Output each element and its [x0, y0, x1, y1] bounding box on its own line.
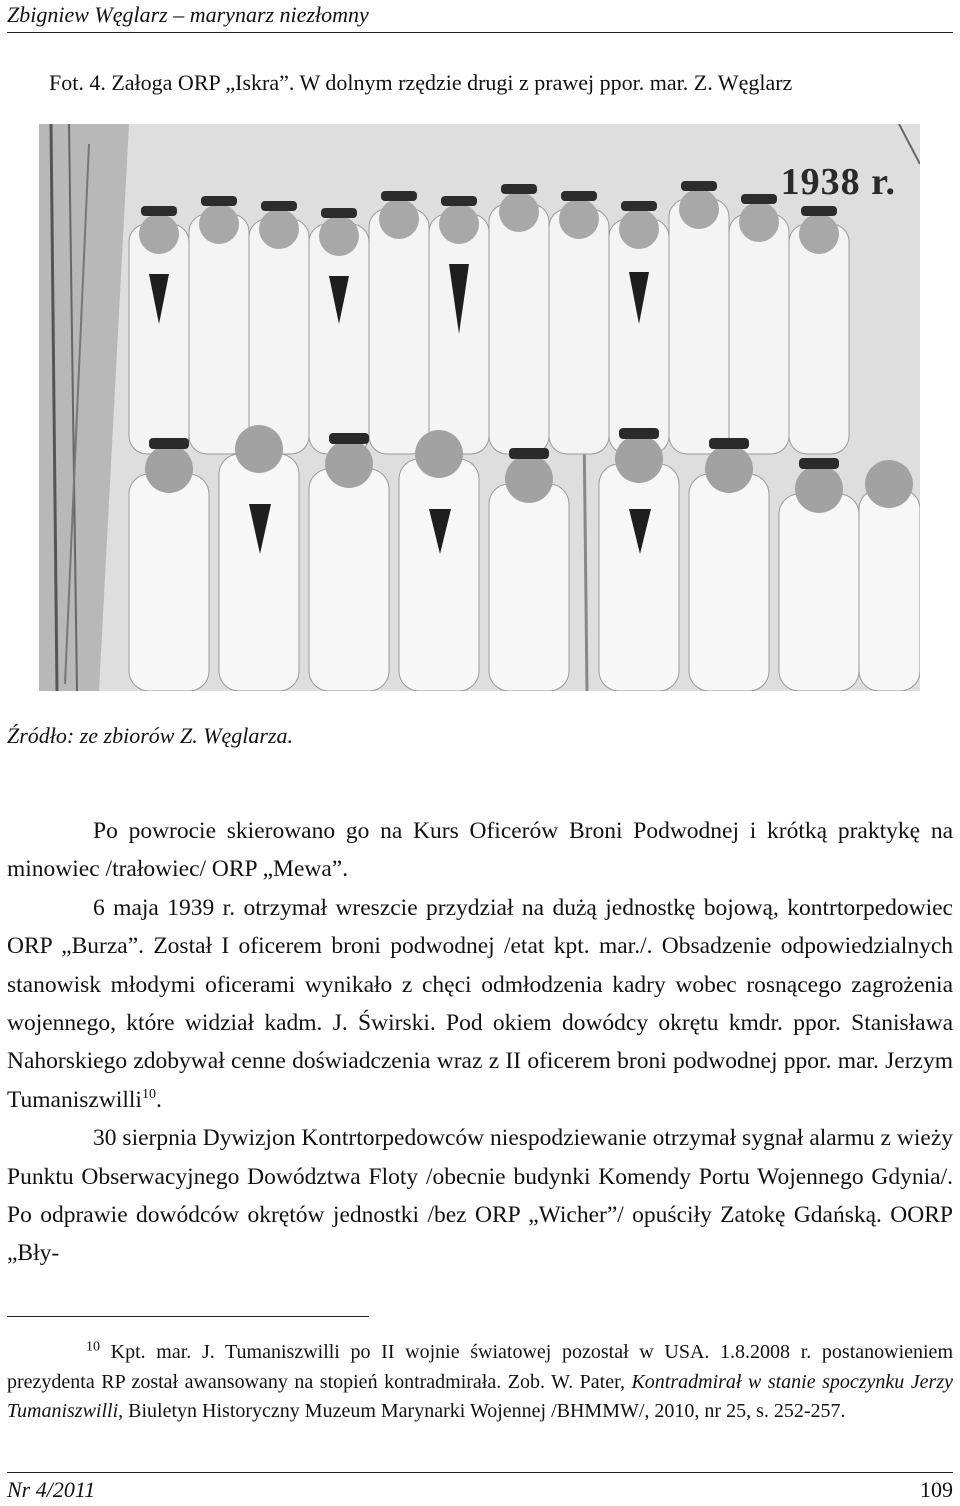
footnote-divider [7, 1316, 369, 1317]
paragraph-2 [7, 889, 953, 1119]
page-number: 109 [920, 1477, 953, 1502]
figure-source: Źródło: ze zbiorów Z. Węglarza. [7, 723, 294, 748]
footnote-number: 10 [86, 1339, 100, 1355]
paragraph-1: Po powrocie skierowano go na Kurs Oficerów Broni Podwodnej i krótką praktykę na minowiec /trałowiec/ ORP „Mewa”. [7, 818, 953, 883]
crew-photo-drawing [39, 124, 920, 691]
running-title: Zbigniew Węglarz – marynarz niezłomny [7, 2, 369, 27]
paragraph-3: 30 sierpnia Dywizjon Kontrtorpedowców niespodziewanie otrzymał sygnał alarmu z wieży Punktu Obserwacyjnego Dowództwa Floty /obecnie budynki Komendy Portu Wojennego Gdynia/. Po odprawie dowódców okrętów jednostki /bez ORP „Wicher”/ opuściły Zatokę Gdańską. OORP „Bły- [7, 1125, 953, 1267]
page-footer [7, 1472, 953, 1502]
figure-caption: Fot. 4. Załoga ORP „Iskra”. W dolnym rzędzie drugi z prawej ppor. mar. Z. Węglarz [49, 70, 793, 95]
footnote-ref: 10 [141, 1087, 156, 1103]
paragraph-2-end: . [155, 1086, 162, 1113]
photo-year-label: 1938 r. [780, 161, 896, 203]
paragraph-2-text: 6 maja 1939 r. otrzymał wreszcie przydział na dużą jednostkę bojową, kontrtorpedowiec ORP „Burza”. Został I oficerem broni podwodnej /etat kpt. mar./. Obsadzenie odpowiedzialnych stanowisk młodymi oficerami wynikało z chęci odmłodzenia kadry wobec rosnącego zagrożenia wojennego, które widział kadm. J. Świrski. Pod okiem dowódcy okrętu kmdr. ppor. Stanisława Nahorskiego zdobywał cenne doświadczenia wraz z II oficerem broni podwodnej ppor. mar. Jerzym Tumaniszwilli [7, 894, 953, 1113]
footnote-cited-title: Kontradmirał w stanie spoczynku Jerzy Tumaniszwilli [7, 1370, 953, 1422]
footnote [7, 1338, 953, 1427]
crew-photo [39, 124, 920, 691]
running-header [7, 2, 953, 33]
footnote-text-a: Kpt. mar. J. Tumaniszwilli po II wojnie światowej pozostał w USA. 1.8.2008 r. postanowieniem prezydenta RP został awansowany na stopień kontradmirała. Zob. W. Pater, [7, 1341, 953, 1393]
footnote-text-b: , Biuletyn Historyczny Muzeum Marynarki Wojennej /BHMMW/, 2010, nr 25, s. 252-257. [118, 1400, 846, 1422]
article-body [7, 812, 953, 1273]
issue-number: Nr 4/2011 [7, 1477, 96, 1502]
